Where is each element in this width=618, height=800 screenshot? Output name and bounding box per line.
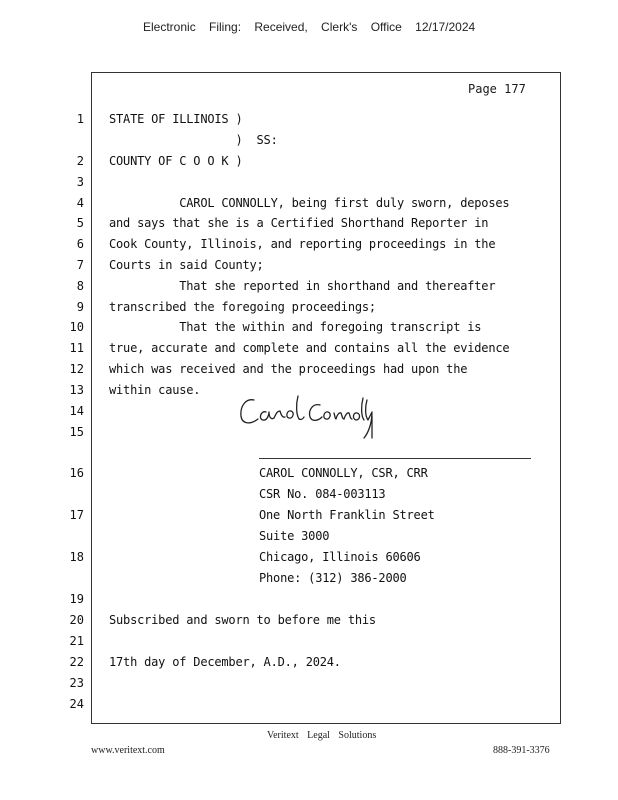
line-number: 8 xyxy=(76,279,84,293)
line-number: 19 xyxy=(69,592,84,606)
handwritten-signature xyxy=(236,392,376,444)
footer-phone: 888-391-3376 xyxy=(493,745,550,756)
address-line-2: Suite 3000 xyxy=(259,529,330,543)
line-number: 4 xyxy=(76,196,84,210)
reporter-name: CAROL CONNOLLY, CSR, CRR xyxy=(259,466,428,480)
line-number: 10 xyxy=(69,320,84,334)
city-state-zip: Chicago, Illinois 60606 xyxy=(259,550,421,564)
line-text: CAROL CONNOLLY, being first duly sworn, deposes xyxy=(109,196,510,210)
line-number: 5 xyxy=(76,216,84,230)
line-text: COUNTY OF C O O K ) xyxy=(109,154,243,168)
line-number: 24 xyxy=(69,697,84,711)
line-number: 15 xyxy=(69,425,84,439)
line-number: 3 xyxy=(76,175,84,189)
line-number: 20 xyxy=(69,613,84,627)
line-text: STATE OF ILLINOIS ) xyxy=(109,112,243,126)
address-line-1: One North Franklin Street xyxy=(259,508,435,522)
line-number: 7 xyxy=(76,258,84,272)
line-text: within cause. xyxy=(109,383,201,397)
line-number: 2 xyxy=(76,154,84,168)
line-number: 18 xyxy=(69,550,84,564)
line-text: true, accurate and complete and contains all the evidence xyxy=(109,341,510,355)
line-number: 21 xyxy=(69,634,84,648)
phone-number: Phone: (312) 386-2000 xyxy=(259,571,407,585)
line-text: That the within and foregoing transcript is xyxy=(109,320,482,334)
line-text: That she reported in shorthand and thereafter xyxy=(109,279,496,293)
line-text: Courts in said County; xyxy=(109,258,264,272)
line-number: 12 xyxy=(69,362,84,376)
line-number: 22 xyxy=(69,655,84,669)
line-text: transcribed the foregoing proceedings; xyxy=(109,300,376,314)
line-text: which was received and the proceedings had upon the xyxy=(109,362,468,376)
line-number: 16 xyxy=(69,466,84,480)
line-number: 17 xyxy=(69,508,84,522)
page-number: Page 177 xyxy=(468,82,526,96)
line-number: 23 xyxy=(69,676,84,690)
subscribed-statement: Subscribed and sworn to before me this xyxy=(109,613,376,627)
line-number: 6 xyxy=(76,237,84,251)
line-number: 9 xyxy=(76,300,84,314)
line-text: ) SS: xyxy=(109,133,278,147)
line-number: 14 xyxy=(69,404,84,418)
filing-stamp-header: Electronic Filing: Received, Clerk's Office 12/17/2024 xyxy=(143,20,476,34)
line-text: Cook County, Illinois, and reporting proceedings in the xyxy=(109,237,496,251)
sworn-date: 17th day of December, A.D., 2024. xyxy=(109,655,341,669)
line-text: and says that she is a Certified Shorthand Reporter in xyxy=(109,216,489,230)
footer-website: www.veritext.com xyxy=(91,745,165,756)
line-number: 1 xyxy=(76,112,84,126)
line-number: 13 xyxy=(69,383,84,397)
line-number: 11 xyxy=(69,341,84,355)
footer-company: Veritext Legal Solutions xyxy=(267,730,377,741)
csr-number: CSR No. 084-003113 xyxy=(259,487,386,501)
signature-line xyxy=(259,458,531,459)
